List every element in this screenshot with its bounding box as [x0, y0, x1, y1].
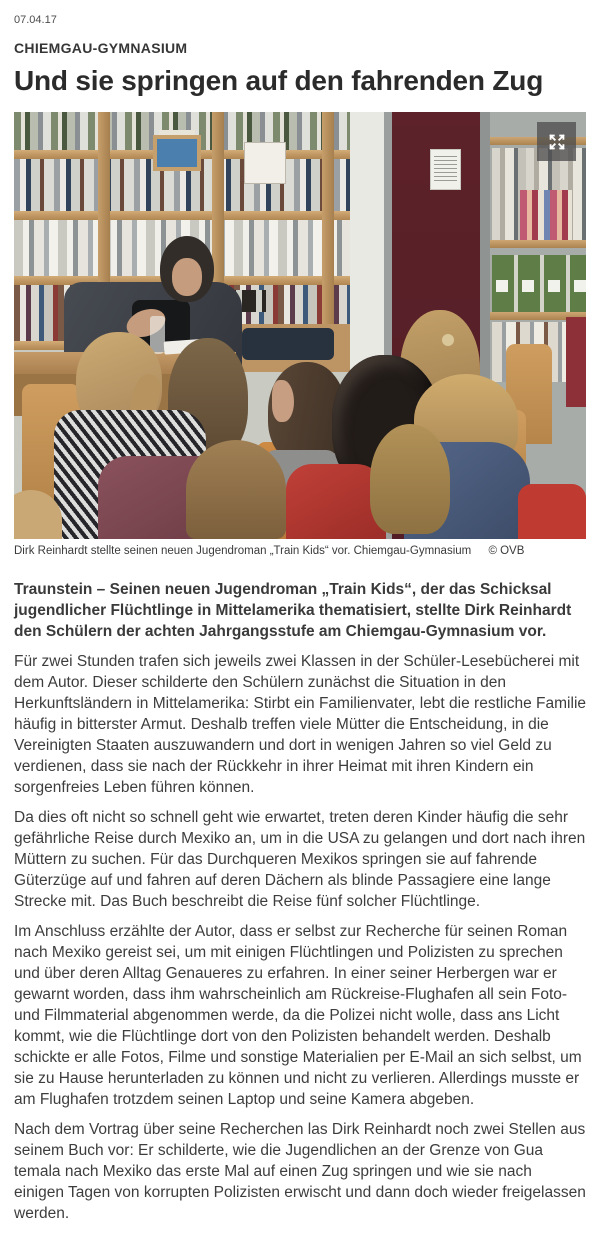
photo-book-row: [520, 190, 572, 240]
student-head-front: [186, 440, 286, 539]
photo-shelf-board: [490, 240, 586, 248]
article-paragraph: Nach dem Vortrag über seine Recherchen las Dirk Reinhardt noch zwei Stellen aus seinem Buch vor: Er schilderte, wie die Jugendlichen an der Grenze von Gua temala nach Mexiko das erste Mal auf einen Zug springen und wie sie nach einigen Tagen von korrupten Polizisten erwischt und dann doch wieder freigelassen werden.: [14, 1121, 586, 1222]
article-paragraph: Da dies oft nicht so schnell geht wie erwartet, treten deren Kinder häufig die sehr gefährliche Reise durch Mexiko an, um in die USA zu gelangen und dort nach ihren Müttern zu suchen. Für das Durchqueren Mexikos springen sie auf fahrende Güterzüge auf und fahren auf deren Dächern als blinde Passagiere eine lange Strecke mit. Das Buch beschreibt die Reise fünf solcher Flüchtlinge.: [14, 809, 586, 910]
photo-picture-frame: [153, 135, 201, 171]
photo-box-labels: [496, 280, 586, 292]
photo-shelf-post: [322, 112, 334, 350]
photo-poster: [244, 142, 286, 184]
article-kicker: CHIEMGAU-GYMNASIUM: [14, 40, 188, 56]
article-paragraph: Im Anschluss erzählte der Autor, dass er selbst zur Recherche für seinen Roman nach Mexiko gereist sei, um mit einigen Flüchtlingen und Polizisten zu sprechen und über deren Alltag Genaueres zu erfahren. In einer seiner Herbergen war er gewarnt worden, dass ihm wahrscheinlich am Rückreise-Flughafen all sein Foto- und Filmmaterial abgenommen werde, da die Polizei nicht wolle, dass ans Licht kommt, wie die Flüchtlinge dort von den Polizisten behandelt werden. Deshalb schickte er alle Fotos, Filme und sonstige Materialien per E-Mail an sich selbst, um sie zu Hause herunterladen zu können und nicht zu verlieren. Allerdings musste er am Flughafen trotzdem seinen Laptop und seine Kamera abgeben.: [14, 923, 582, 1108]
fullscreen-expand-icon[interactable]: [537, 122, 576, 161]
article-figure: [14, 112, 586, 557]
photo-bag: [242, 328, 334, 360]
expand-arrows-icon: [546, 131, 568, 153]
student-hair-tie: [442, 334, 454, 346]
article-lead: Traunstein – Seinen neuen Jugendroman „Train Kids“, der das Schicksal jugendlicher Flüchtlinge in Mittelamerika thematisiert, stellte Dirk Reinhardt den Schülern der achten Jahrgangsstufe am Chiemgau-Gymnasium vor.: [14, 581, 572, 640]
student-head-sandy: [370, 424, 450, 534]
photo-caption-text: Dirk Reinhardt stellte seinen neuen Jugendroman „Train Kids“ vor. Chiemgau-Gymnasium: [14, 545, 472, 557]
photo-door-sign-text: [434, 156, 457, 182]
photo-shelf-board: [14, 211, 350, 220]
article-paragraph: Für zwei Stunden trafen sich jeweils zwei Klassen in der Schüler-Lesebücherei mit dem Autor. Dieser schilderte den Schülern zunächst die Situation in den Herkunftsländern in Mittelamerika: Stirbt ein Familienvater, lebt die restliche Familie häufig in bitterster Armut. Deshalb treffen viele Mütter die Entscheidung, in die Vereinigten Staaten auszuwandern und dort in wenigen Jahren so viel Geld zu verdienen, dass sie nach der Rückkehr in ihrer Heimat mit ihren Kindern ein sorgenfreies Leben führen können.: [14, 653, 587, 796]
article-date: 07.04.17: [14, 14, 57, 26]
photo-caption: [14, 545, 586, 557]
photo-red-pillar: [566, 317, 586, 407]
page-title: Und sie springen auf den fahrenden Zug: [14, 65, 544, 96]
student-face: [272, 380, 294, 422]
photo-credit: © OVB: [488, 545, 525, 557]
photo-red-chair: [518, 484, 586, 539]
article-body: [14, 651, 586, 1224]
article-photo: [14, 112, 586, 539]
author-face: [172, 258, 202, 296]
